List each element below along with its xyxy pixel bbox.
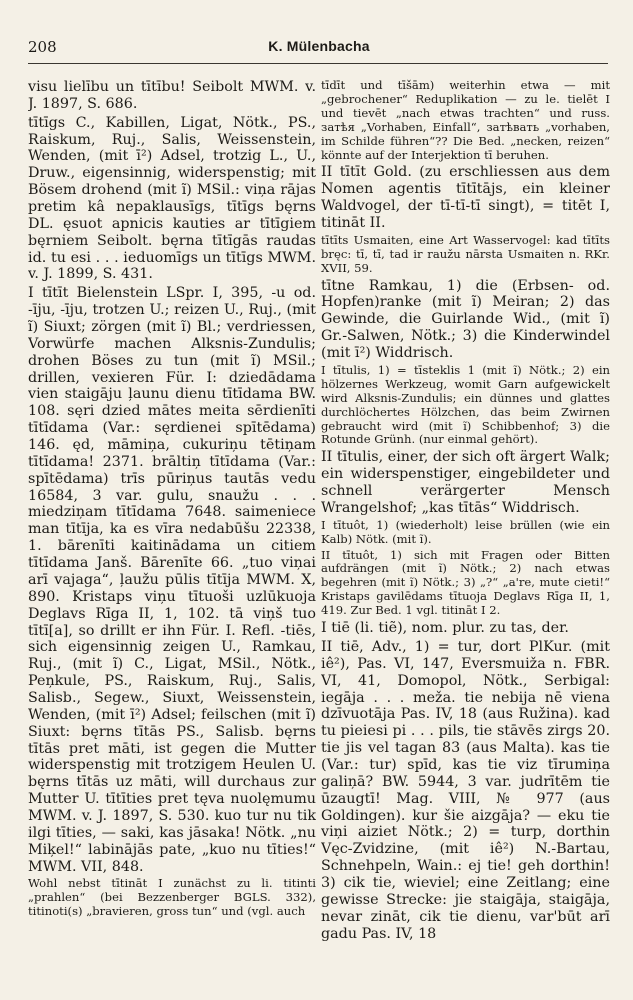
entry-paragraph: I tītuôt, 1) (wiederholt) leise brüllen (wie ein Kalb) Nötk. (mit ĩ).: [321, 517, 610, 546]
entry-paragraph: II tītīt Gold. (zu erschliessen aus dem Nomen agentis tītītājs, ein kleiner Waldvogel, der tī-tī-tī singt), = titēt I, titināt II.: [321, 164, 610, 232]
running-head: K. Mülenbacha: [268, 38, 370, 54]
entry-paragraph: I tītīt Bielenstein LSpr. I, 395, -u od. -īju, -īju, trotzen U.; reizen U., Ruj., (mit ĩ) Siuxt; zörgen (mit ĩ) Bl.; verdriessen, Vorwürfe machen Alksnis-Zundulis; drohen Böses zu tun (mit ĩ) MSil.; drillen, vexieren Für. I: dziedādama vien staigāju ļaunu dienu tītīdama BW. 108. sęri dzied mātes meita sērdienīti tītīdama (Var.: sęrdienei spītēdama) 146. ęd, māmiņa, cukuriņu tētiņam tītīdama! 2371. brāltiņ tītīdama (Var.: spītēdama) trīs pūriņus tautās vedu 16584, 3 var. gulu, snaužu . . . miedziņam tītīdama 7648. saimeniece man tītīja, ka es vīra nedabūšu 22338, 1. bārenīti kaitinādama un citiem tītīdama Janš. Bārenīte 66. „tuo viņai arī vajaga“, ļaužu pūlis tītīja MWM. X, 890. Kristaps viņu tītuoši uzlūkuoja Deglavs Rīga II, 1, 102. tā viņš tuo tītī[a], so drillt er ihn Für. I. Refl. -tiēs, sich eigensinnig zeigen U., Ramkau, Ruj., (mit ĩ) C., Ligat, MSil., Nötk., Peņkule, PS., Raiskum, Ruj., Salis, Salisb., Segew., Siuxt, Weissenstein, Wenden, (mit ī²) Adsel; feilschen (mit ĩ) Siuxt: bęrns tītās PS., Salisb. bęrns tītās pret māti, ist gegen die Mutter widerspenstig mit trotzigem Heulen U. bęrns tītās uz māti, will durchaus zur Mutter U. tītīties pret tęva nuolęmumu MWM. v. J. 1897, S. 530. kuo tur nu tik ilgi tīties, — saki, kas jāsaka! Nötk. „nu Miķel!“ labinājās pate, „kuo nu tīties!“ MWM. VII, 848.: [28, 285, 316, 875]
page-header: [28, 38, 610, 60]
entry-paragraph: tītne Ramkau, 1) die (Erbsen- od. Hopfen)ranke (mit ĩ) Meiran; 2) das Gewinde, die Guirlande Wid., (mit ĩ) Gr.-Salwen, Nötk.; 3) die Kinderwindel (mit ī²) Widdrisch.: [321, 277, 610, 362]
entry-paragraph: tītīts Usmaiten, eine Art Wasservogel: kad tītīts bręc: tī, tī, tad ir raužu nārsta Usmaiten n. RKr. XVII, 59.: [321, 232, 610, 275]
entry-paragraph: tītīgs C., Kabillen, Ligat, Nötk., PS., Raiskum, Ruj., Salis, Weissenstein, Wenden, (mit ī²) Adsel, trotzig L., U., Druw., eigensinnig, widerspenstig; mit Bösem drohend (mit ĩ) MSil.: viņa rājas pretim kâ nepaklausīgs, tītīgs bęrns DL. ęsuot apnicis kauties ar tītīgiem bęrniem Seibolt. bęrna tītīgās raudas id. tu esi . . . ieduomīgs un tītīgs MWM. v. J. 1899, S. 431.: [28, 114, 316, 283]
entry-paragraph: I tītulis, 1) = tīsteklis 1 (mit ĩ) Nötk.; 2) ein hölzernes Werkzeug, womit Garn aufgewickelt wird Alksnis-Zundulis; ein dünnes und glattes durchlöchertes Hölzchen, das beim Zwirnen gebraucht wird (mit ĩ) Schibbenhof; 3) die Rotunde Grünh. (nur einmal gehört).: [321, 362, 610, 447]
entry-paragraph: I tiē (li. tiẽ), nom. plur. zu tas, der.: [321, 620, 569, 637]
right-column: [321, 79, 610, 989]
entry-paragraph: II tītulis, einer, der sich oft ärgert Walk; ein widerspenstiger, eingebildeter und schnell verärgerter Mensch Wrangelshof; „kas tītās“ Widdrisch.: [321, 449, 610, 516]
entry-paragraph: II tiē, Adv., 1) = tur, dort PlKur. (mit iê²), Pas. VI, 147, Eversmuiža n. FBR. VI, 41, Domopol, Nötk., Serbigal: iegāja . . . meža. tie nebija nē viena dzīvuotāja Pas. IV, 18 (aus Ružina). kad tu pieiesi pi . . . pils, tie stāvēs zirgs 20. tie jis vel tagan 83 (aus Malta). kas tie (Var.: tur) spīd, kas tie viz tīrumiņa galiņā? BW. 5944, 3 var. judrītēm tie ūzaugtī! Mag. VIII, № 977 (aus Goldingen). kur šie aizgāja? — eku tie viņi aiziet Nötk.; 2) = turp, dorthin Vęc-Zvidzine, (mit iê²) N.-Bartau, Schnehpeln, Wain.: ej tie! geh dorthin! 3) cik tie, wieviel; eine Zeitlang; eine gewisse Strecke: jie staigāja, staigāja, nevar zināt, cik tie dienu, var'būt arī gadu Pas. IV, 18: [321, 638, 610, 942]
etymology-note: Wohl nebst tītināt I zunächst zu li. titinti „prahlen“ (bei Bezzenberger BGLS. 332), titinoti(s) „bravieren, gross tun“ und (vgl. auch: [28, 876, 316, 919]
page-number: 208: [28, 38, 57, 56]
header-rule: [28, 63, 608, 64]
left-column: [28, 79, 316, 989]
etymology-note: tīdīt und tīšām) weiterhin etwa — mit „gebrochener“ Reduplikation — zu le. tielēt I und tievēt „nach etwas trachten“ und russ. затѣя „Vorhaben, Einfall“, затѣвать „vorhaben, im Schilde führen“?? Die Bed. „necken, reizen“ könnte auf der Interjektion tī beruhen.: [321, 79, 610, 162]
entry-paragraph: II tītuôt, 1) sich mit Fragen oder Bitten aufdrängen (mit ĩ) Nötk.; 2) nach etwas begehren (mit ĩ) Nötk.; 3) „?“ „a're, mute cieti!“ Kristaps gavilēdams tītuoja Deglavs Rīga II, 1, 419. Zur Bed. 1 vgl. titināt I 2.: [321, 547, 610, 618]
entry-paragraph: visu lielību un tītību! Seibolt MWM. v. J. 1897, S. 686.: [28, 79, 316, 112]
